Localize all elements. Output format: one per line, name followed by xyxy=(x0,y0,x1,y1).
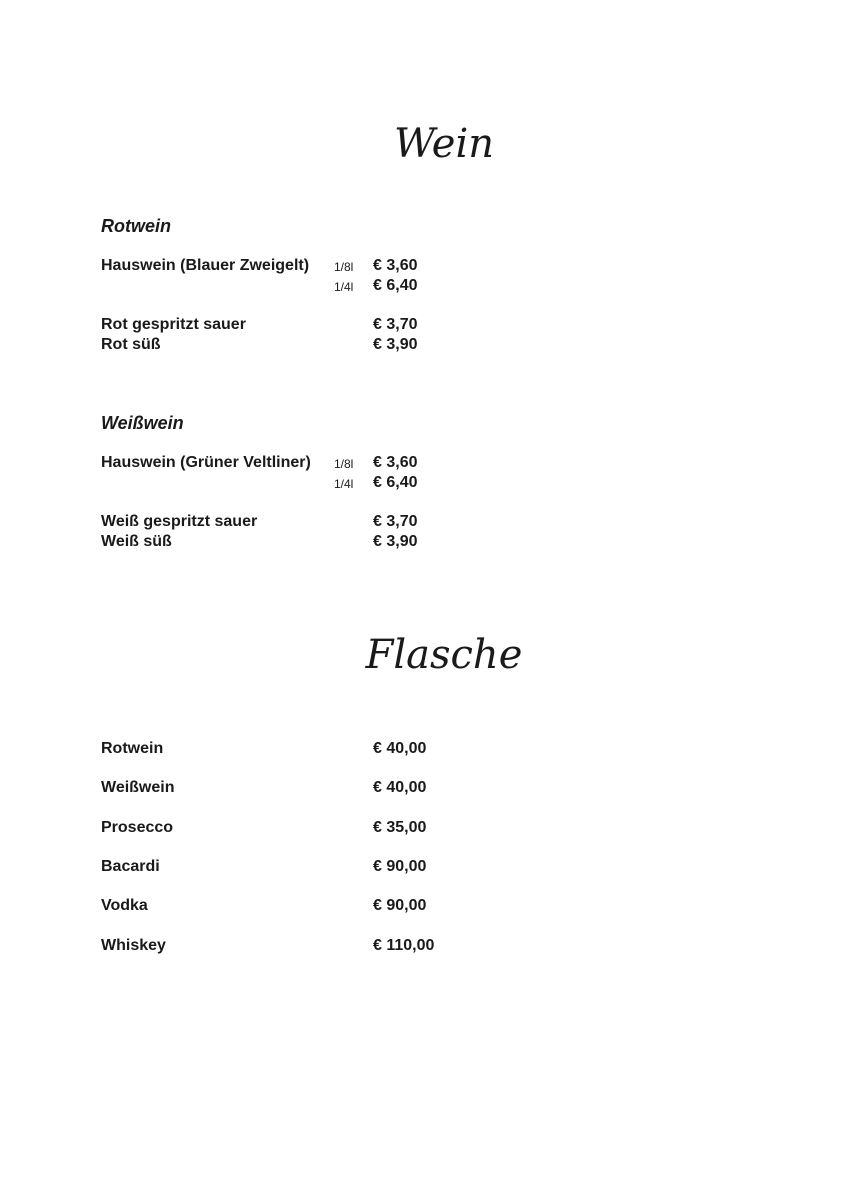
item-name: Hauswein (Blauer Zweigelt) xyxy=(101,257,310,274)
flasche-heading: Flasche xyxy=(365,632,523,678)
item-price: € 3,90 xyxy=(373,533,418,550)
menu-item xyxy=(101,818,501,838)
item-price: € 35,00 xyxy=(373,819,427,836)
item-name: Weiß süß xyxy=(101,533,172,550)
menu-item xyxy=(101,936,501,956)
menu-item xyxy=(101,335,501,355)
item-price: € 6,40 xyxy=(373,277,418,294)
menu-item xyxy=(101,512,501,532)
item-price: € 90,00 xyxy=(373,897,427,914)
item-price: € 110,00 xyxy=(373,937,435,954)
menu-item xyxy=(101,778,501,798)
menu-item xyxy=(101,453,501,473)
rotwein-subheading: Rotwein xyxy=(101,216,171,236)
weisswein-subheading: Weißwein xyxy=(101,413,184,433)
item-price: € 40,00 xyxy=(373,779,427,796)
menu-item xyxy=(101,315,501,335)
menu-item xyxy=(101,256,501,276)
item-price: € 3,60 xyxy=(373,257,418,274)
menu-item xyxy=(101,276,501,296)
item-name: Prosecco xyxy=(101,819,174,836)
item-name: Whiskey xyxy=(101,937,166,954)
menu-item xyxy=(101,739,501,759)
item-name: Hauswein (Grüner Veltliner) xyxy=(101,454,311,471)
menu-item xyxy=(101,532,501,552)
wein-heading: Wein xyxy=(393,121,495,167)
item-price: € 90,00 xyxy=(373,858,427,875)
item-price: € 3,90 xyxy=(373,336,418,353)
item-size: 1/8l xyxy=(334,260,354,274)
item-price: € 3,70 xyxy=(373,513,418,530)
item-name: Rot gespritzt sauer xyxy=(101,316,246,333)
item-name: Weißwein xyxy=(101,779,175,796)
item-size: 1/8l xyxy=(334,457,354,471)
item-name: Rotwein xyxy=(101,740,164,757)
menu-item xyxy=(101,896,501,916)
item-name: Rot süß xyxy=(101,336,161,353)
menu-item xyxy=(101,857,501,877)
item-size: 1/4l xyxy=(334,280,354,294)
item-price: € 3,60 xyxy=(373,454,418,471)
item-name: Weiß gespritzt sauer xyxy=(101,513,258,530)
item-name: Vodka xyxy=(101,897,148,914)
item-name: Bacardi xyxy=(101,858,160,875)
item-size: 1/4l xyxy=(334,477,354,491)
item-price: € 40,00 xyxy=(373,740,427,757)
item-price: € 6,40 xyxy=(373,474,418,491)
item-price: € 3,70 xyxy=(373,316,418,333)
menu-item xyxy=(101,473,501,493)
